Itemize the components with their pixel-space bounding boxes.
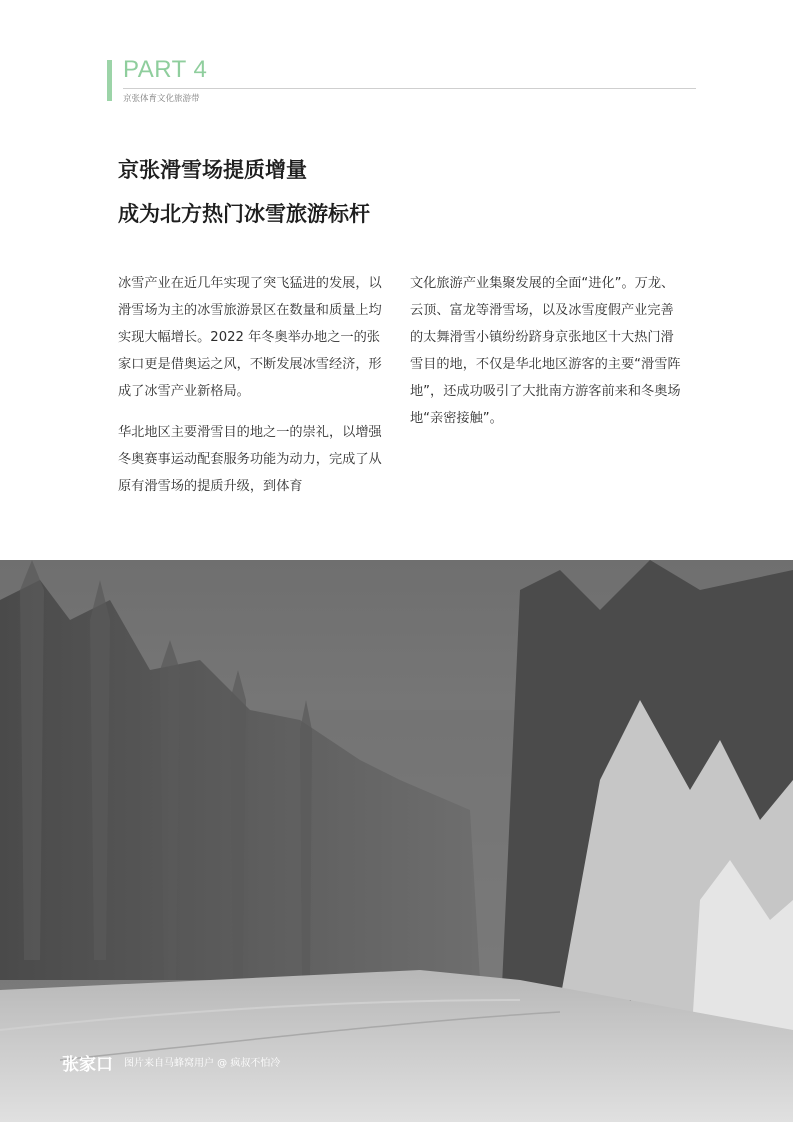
place-label: 张家口 — [62, 1055, 113, 1075]
paragraph: 冰雪产业在近几年实现了突飞猛进的发展，以滑雪场为主的冰雪旅游景区在数量和质量上均实现大幅增长。2022 年冬奥举办地之一的张家口更是借奥运之风，不断发展冰雪经济，形成了冰雪产业新格局。 — [118, 276, 382, 399]
section-subtitle: 京张体育文化旅游带 — [123, 94, 200, 104]
part-accent-bar — [107, 60, 112, 101]
title-line-2: 成为北方热门冰雪旅游标杆 — [118, 202, 370, 226]
part-label: PART 4 — [123, 56, 208, 83]
header-divider — [123, 88, 696, 89]
body-column-left — [118, 270, 390, 514]
article-title — [118, 148, 370, 236]
snow-forest-photo — [0, 560, 793, 1122]
body-column-right — [410, 270, 682, 446]
title-line-1: 京张滑雪场提质增量 — [118, 158, 307, 182]
paragraph: 华北地区主要滑雪目的地之一的崇礼，以增强冬奥赛事运动配套服务功能为动力，完成了从原有滑雪场的提质升级，到体育 — [118, 425, 382, 494]
photo-credit: 图片来自马蜂窝用户 @ 疯叔不怕冷 — [124, 1058, 281, 1069]
paragraph: 文化旅游产业集聚发展的全面“进化”。万龙、云顶、富龙等滑雪场，以及冰雪度假产业完善的太舞滑雪小镇纷纷跻身京张地区十大热门滑雪目的地，不仅是华北地区游客的主要“滑雪阵地”，还成功吸引了大批南方游客前来和冬奥场地“亲密接触”。 — [410, 276, 681, 426]
